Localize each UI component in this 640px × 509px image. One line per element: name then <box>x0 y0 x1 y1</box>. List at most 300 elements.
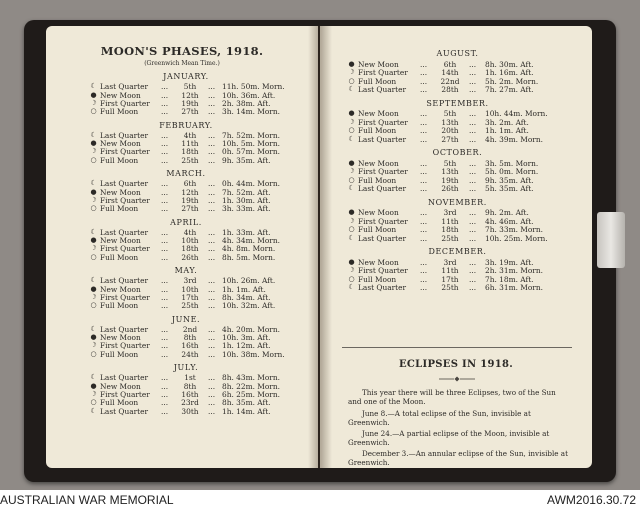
phase-time: 4h. 34m. Morn. <box>222 236 280 246</box>
leader-dots: ... <box>469 283 477 292</box>
phase-time: 10h. 26m. Aft. <box>222 276 276 286</box>
leader-dots: ... <box>420 158 428 168</box>
full-moon-icon: ○ <box>348 126 355 134</box>
phase-time: 10h. 44m. Morn. <box>485 109 548 118</box>
leader-dots: ... <box>161 381 169 391</box>
phase-day: 12th <box>181 90 199 100</box>
leader-dots: ... <box>161 333 169 343</box>
eclipse-december-3: December 3.—An annular eclipse of the Sun, invisible at Greenwich. <box>348 449 568 467</box>
full-moon-icon: ○ <box>90 301 97 310</box>
leader-dots: ... <box>469 167 477 176</box>
last-quarter-icon: ☾ <box>90 179 97 188</box>
phase-name: Last Quarter <box>358 283 407 292</box>
phase-name: New Moon <box>100 236 141 246</box>
month-heading: JUNE. <box>171 314 201 324</box>
new-moon-icon: ● <box>348 208 355 216</box>
phase-day: 23rd <box>181 398 199 408</box>
first-quarter-icon: ☽ <box>90 147 97 156</box>
phase-name: Full Moon <box>100 301 139 311</box>
month-heading: OCTOBER. <box>432 148 483 157</box>
leader-dots: ... <box>208 381 216 391</box>
last-quarter-icon: ☾ <box>90 373 97 382</box>
first-quarter-icon: ☽ <box>90 389 97 398</box>
phase-day: 8th <box>183 381 197 391</box>
full-moon-icon: ○ <box>90 204 97 213</box>
last-quarter-icon: ☾ <box>348 85 355 93</box>
phase-name: Full Moon <box>358 274 397 284</box>
first-quarter-icon: ☽ <box>348 216 355 225</box>
phase-day: 19th <box>181 195 199 205</box>
left-page <box>46 26 318 468</box>
leader-dots: ... <box>469 257 477 267</box>
leader-dots: ... <box>208 90 216 100</box>
leader-dots: ... <box>420 126 428 135</box>
phase-day: 17th <box>181 292 199 302</box>
new-moon-icon: ● <box>90 139 97 148</box>
new-moon-icon: ● <box>348 158 355 167</box>
first-quarter-icon: ☽ <box>90 341 97 350</box>
phase-time: 7h. 18m. Aft. <box>485 274 534 284</box>
leader-dots: ... <box>469 109 477 118</box>
phase-name: Full Moon <box>100 398 139 408</box>
last-quarter-icon: ☾ <box>90 227 97 236</box>
leader-dots: ... <box>161 130 169 140</box>
phase-time: 1h. 16m. Aft. <box>485 68 534 77</box>
month-heading: AUGUST. <box>436 49 479 58</box>
last-quarter-icon: ☾ <box>90 324 97 333</box>
full-moon-icon: ○ <box>348 175 355 184</box>
phase-time: 10h. 38m. Morn. <box>222 349 285 359</box>
phase-name: First Quarter <box>100 147 150 157</box>
leader-dots: ... <box>208 187 216 197</box>
leader-dots: ... <box>161 389 169 399</box>
phase-time: 7h. 52m. Aft. <box>222 187 271 197</box>
phase-time: 1h. 1m. Aft. <box>485 126 529 135</box>
phase-name: Last Quarter <box>100 406 149 416</box>
phase-time: 2h. 38m. Aft. <box>222 98 271 108</box>
month-heading: NOVEMBER. <box>428 197 487 207</box>
first-quarter-icon: ☽ <box>348 167 355 175</box>
phase-time: 1h. 14m. Aft. <box>222 406 271 416</box>
phase-time: 7h. 27m. Aft. <box>485 85 534 94</box>
leader-dots: ... <box>161 204 169 214</box>
phase-name: Full Moon <box>100 155 139 165</box>
phase-day: 6th <box>443 59 457 69</box>
phase-time: 10h. 25m. Morn. <box>485 233 548 243</box>
phase-time: 0h. 44m. Morn. <box>222 179 280 189</box>
phase-day: 13th <box>441 117 459 127</box>
leader-dots: ... <box>208 406 216 416</box>
phase-day: 10th <box>181 236 199 246</box>
last-quarter-icon: ☾ <box>348 184 355 192</box>
phase-name: First Quarter <box>358 266 408 275</box>
leader-dots: ... <box>420 283 428 292</box>
leader-dots: ... <box>161 406 169 416</box>
phase-time: 4h. 46m. Aft. <box>485 216 534 226</box>
leader-dots: ... <box>469 208 477 217</box>
leader-dots: ... <box>208 398 216 408</box>
phase-day: 13th <box>441 167 459 176</box>
phase-day: 4th <box>183 130 197 140</box>
leader-dots: ... <box>469 126 477 135</box>
phase-name: First Quarter <box>100 98 150 108</box>
phase-time: 9h. 35m. Aft. <box>222 155 271 165</box>
phase-time: 9h. 2m. Aft. <box>485 208 529 217</box>
phase-name: Last Quarter <box>100 324 149 334</box>
phase-day: 16th <box>181 389 199 399</box>
new-moon-icon: ● <box>90 381 97 390</box>
month-heading: SEPTEMBER. <box>426 98 489 108</box>
phase-day: 6th <box>183 179 197 189</box>
moon-phases-title: MOON'S PHASES, 1918. <box>100 44 264 58</box>
leader-dots: ... <box>161 292 169 302</box>
phase-day: 4th <box>183 227 197 237</box>
leader-dots: ... <box>161 244 169 254</box>
last-quarter-icon: ☾ <box>348 233 355 242</box>
full-moon-icon: ○ <box>90 349 97 358</box>
last-quarter-icon: ☾ <box>348 134 355 143</box>
leader-dots: ... <box>420 233 428 243</box>
full-moon-icon: ○ <box>90 155 97 164</box>
leader-dots: ... <box>161 349 169 359</box>
phase-time: 1h. 30m. Aft. <box>222 195 271 205</box>
leader-dots: ... <box>469 134 477 144</box>
phase-day: 18th <box>441 225 459 234</box>
phase-name: New Moon <box>100 187 141 197</box>
leader-dots: ... <box>161 90 169 100</box>
leader-dots: ... <box>420 216 428 226</box>
leader-dots: ... <box>161 195 169 205</box>
phase-name: New Moon <box>100 333 141 343</box>
phase-time: 3h. 33m. Aft. <box>222 204 271 214</box>
phase-day: 18th <box>181 147 199 157</box>
phase-time: 8h. 43m. Morn. <box>222 373 280 383</box>
full-moon-icon: ○ <box>348 225 355 233</box>
last-quarter-icon: ☾ <box>348 283 355 291</box>
phase-time: 10h. 32m. Aft. <box>222 301 276 311</box>
leader-dots: ... <box>208 373 216 383</box>
leader-dots: ... <box>161 147 169 157</box>
phase-name: Full Moon <box>358 175 397 185</box>
leader-dots: ... <box>420 134 428 144</box>
phase-day: 17th <box>441 274 459 284</box>
leader-dots: ... <box>208 98 216 108</box>
phase-time: 9h. 35m. Aft. <box>485 175 534 185</box>
phase-day: 18th <box>181 244 199 254</box>
phase-day: 24th <box>181 349 199 359</box>
phase-day: 5th <box>443 158 457 168</box>
phase-name: Last Quarter <box>358 85 407 94</box>
phase-name: Full Moon <box>358 126 397 135</box>
phase-time: 7h. 33m. Morn. <box>485 225 543 234</box>
full-moon-icon: ○ <box>90 398 97 407</box>
phase-day: 27th <box>181 107 199 117</box>
leader-dots: ... <box>208 341 216 351</box>
leader-dots: ... <box>469 59 477 69</box>
phase-time: 4h. 20m. Morn. <box>222 324 280 334</box>
phase-name: Last Quarter <box>100 82 149 92</box>
phase-name: Full Moon <box>100 349 139 359</box>
leader-dots: ... <box>161 341 169 351</box>
phase-name: New Moon <box>358 158 399 168</box>
new-moon-icon: ● <box>90 236 97 245</box>
phase-day: 11th <box>441 266 459 275</box>
phase-time: 8h. 22m. Morn. <box>222 381 280 391</box>
phase-time: 5h. 35m. Aft. <box>485 184 534 193</box>
first-quarter-icon: ☽ <box>348 68 355 76</box>
new-moon-icon: ● <box>90 187 97 196</box>
phase-name: First Quarter <box>100 389 150 399</box>
phase-day: 27th <box>181 204 199 214</box>
leader-dots: ... <box>469 233 477 243</box>
phase-time: 3h. 5m. Morn. <box>485 158 539 168</box>
phase-name: First Quarter <box>358 117 408 127</box>
leader-dots: ... <box>208 179 216 189</box>
phase-name: New Moon <box>358 109 399 118</box>
phase-name: First Quarter <box>100 195 150 205</box>
leader-dots: ... <box>469 274 477 284</box>
leader-dots: ... <box>208 147 216 157</box>
leader-dots: ... <box>208 236 216 246</box>
leader-dots: ... <box>161 82 169 92</box>
first-quarter-icon: ☽ <box>90 98 97 107</box>
leader-dots: ... <box>208 227 216 237</box>
leader-dots: ... <box>161 187 169 197</box>
phase-day: 3rd <box>443 257 457 267</box>
leader-dots: ... <box>161 236 169 246</box>
month-heading: MAY. <box>174 266 198 275</box>
phase-time: 2h. 31m. Morn. <box>485 266 543 275</box>
footer-credit: AUSTRALIAN WAR MEMORIAL <box>0 493 174 507</box>
phase-time: 6h. 31m. Morn. <box>485 283 543 292</box>
leader-dots: ... <box>420 117 428 127</box>
phase-name: New Moon <box>358 59 399 69</box>
phase-name: First Quarter <box>100 292 150 302</box>
phase-name: New Moon <box>100 139 141 149</box>
leader-dots: ... <box>208 301 216 311</box>
month-heading: MARCH. <box>166 169 206 178</box>
phase-time: 8h. 5m. Morn. <box>222 252 276 262</box>
eclipse-june-24: June 24.—A partial eclipse of the Moon, invisible at Greenwich. <box>348 429 550 447</box>
leader-dots: ... <box>469 158 477 168</box>
last-quarter-icon: ☾ <box>90 130 97 139</box>
new-moon-icon: ● <box>348 109 355 117</box>
leader-dots: ... <box>208 389 216 399</box>
phase-name: Last Quarter <box>358 134 407 144</box>
phase-day: 22nd <box>440 76 460 86</box>
leader-dots: ... <box>208 204 216 214</box>
leader-dots: ... <box>420 175 428 185</box>
first-quarter-icon: ☽ <box>90 195 97 204</box>
phase-name: Last Quarter <box>358 184 407 193</box>
phase-name: Last Quarter <box>100 276 149 286</box>
phase-day: 26th <box>441 184 459 193</box>
phase-name: Last Quarter <box>100 373 149 383</box>
phase-name: New Moon <box>100 284 141 294</box>
full-moon-icon: ○ <box>90 107 97 116</box>
leader-dots: ... <box>420 266 428 275</box>
leader-dots: ... <box>208 349 216 359</box>
new-moon-icon: ● <box>348 257 355 266</box>
moon-phases-subtitle: (Greenwich Mean Time.) <box>144 60 220 67</box>
full-moon-icon: ○ <box>90 252 97 261</box>
phase-time: 6h. 25m. Morn. <box>222 389 280 399</box>
leader-dots: ... <box>208 292 216 302</box>
phase-day: 25th <box>441 283 459 292</box>
phase-time: 7h. 52m. Morn. <box>222 130 280 140</box>
leader-dots: ... <box>469 266 477 275</box>
full-moon-icon: ○ <box>348 274 355 283</box>
phase-time: 3h. 19m. Aft. <box>485 257 534 267</box>
new-moon-icon: ● <box>90 284 97 293</box>
phase-day: 2nd <box>182 324 198 334</box>
phase-name: Full Moon <box>358 76 397 86</box>
phase-time: 1h. 12m. Aft. <box>222 341 271 351</box>
leader-dots: ... <box>420 76 428 86</box>
phase-day: 27th <box>441 134 459 144</box>
phase-name: Full Moon <box>100 252 139 262</box>
phase-day: 11th <box>181 139 199 149</box>
leader-dots: ... <box>420 208 428 217</box>
phase-day: 26th <box>181 252 199 262</box>
leader-dots: ... <box>420 184 428 193</box>
month-heading: APRIL. <box>170 217 202 227</box>
phase-name: New Moon <box>358 208 399 217</box>
leader-dots: ... <box>420 59 428 69</box>
phase-day: 10th <box>181 284 199 294</box>
full-moon-icon: ○ <box>348 76 355 85</box>
phase-day: 11th <box>441 216 459 226</box>
leader-dots: ... <box>161 398 169 408</box>
leader-dots: ... <box>420 68 428 77</box>
eclipses-title: ECLIPSES IN 1918. <box>398 359 514 370</box>
divider-rule <box>342 347 572 348</box>
phase-time: 4h. 8m. Morn. <box>222 244 276 254</box>
phase-name: First Quarter <box>100 341 150 351</box>
phase-name: New Moon <box>358 257 399 267</box>
leader-dots: ... <box>161 227 169 237</box>
leader-dots: ... <box>208 252 216 262</box>
leader-dots: ... <box>469 225 477 234</box>
phase-time: 8h. 34m. Aft. <box>222 292 271 302</box>
leader-dots: ... <box>161 301 169 311</box>
leader-dots: ... <box>208 82 216 92</box>
phase-time: 1h. 33m. Aft. <box>222 227 271 237</box>
leader-dots: ... <box>469 175 477 185</box>
phase-time: 1h. 1m. Aft. <box>222 284 266 294</box>
phase-day: 1st <box>184 373 196 383</box>
leader-dots: ... <box>420 109 428 118</box>
leader-dots: ... <box>208 244 216 254</box>
phase-day: 20th <box>441 126 459 135</box>
month-heading: JANUARY. <box>163 72 209 81</box>
first-quarter-icon: ☽ <box>348 266 355 274</box>
leader-dots: ... <box>161 276 169 286</box>
leader-dots: ... <box>161 98 169 108</box>
first-quarter-icon: ☽ <box>348 117 355 126</box>
leader-dots: ... <box>208 195 216 205</box>
leader-dots: ... <box>161 373 169 383</box>
phase-day: 16th <box>181 341 199 351</box>
month-heading: FEBRUARY. <box>159 120 213 130</box>
phase-name: Full Moon <box>100 107 139 117</box>
last-quarter-icon: ☾ <box>90 406 97 415</box>
month-heading: JULY. <box>173 363 199 372</box>
phase-day: 5th <box>183 82 197 92</box>
phase-name: Last Quarter <box>100 130 149 140</box>
phase-time: 8h. 30m. Aft. <box>485 59 534 69</box>
new-moon-icon: ● <box>90 333 97 342</box>
leader-dots: ... <box>469 68 477 77</box>
phase-name: Full Moon <box>358 225 397 234</box>
phase-day: 19th <box>181 98 199 108</box>
leader-dots: ... <box>208 139 216 149</box>
phase-day: 5th <box>443 109 457 118</box>
phase-time: 0h. 57m. Morn. <box>222 147 280 157</box>
leader-dots: ... <box>469 85 477 94</box>
phase-day: 8th <box>183 333 197 343</box>
phase-name: First Quarter <box>358 216 408 226</box>
last-quarter-icon: ☾ <box>90 276 97 285</box>
phase-day: 3rd <box>443 208 457 217</box>
phase-name: Last Quarter <box>100 227 149 237</box>
footer-accession-number: AWM2016.30.72 <box>547 493 636 507</box>
new-moon-icon: ● <box>348 59 355 68</box>
leader-dots: ... <box>161 107 169 117</box>
leader-dots: ... <box>420 167 428 176</box>
phase-day: 30th <box>181 406 199 416</box>
phase-day: 28th <box>441 85 459 94</box>
ornament-divider <box>439 376 475 382</box>
leader-dots: ... <box>469 216 477 226</box>
phase-time: 10h. 5m. Morn. <box>222 139 280 149</box>
phase-time: 3h. 14m. Morn. <box>222 107 280 117</box>
last-quarter-icon: ☾ <box>90 82 97 91</box>
phase-name: Full Moon <box>100 204 139 214</box>
phase-day: 12th <box>181 187 199 197</box>
leader-dots: ... <box>208 284 216 294</box>
eclipses-intro: This year there will be three Eclipses, two of the Sun and one of the Moon. <box>348 388 556 406</box>
leader-dots: ... <box>161 179 169 189</box>
phase-day: 25th <box>181 301 199 311</box>
phase-time: 5h. 2m. Morn. <box>485 76 539 86</box>
leader-dots: ... <box>161 139 169 149</box>
first-quarter-icon: ☽ <box>90 244 97 253</box>
phase-time: 3h. 2m. Aft. <box>485 117 529 127</box>
phase-name: Last Quarter <box>100 179 149 189</box>
book-gutter <box>308 26 332 468</box>
leader-dots: ... <box>208 107 216 117</box>
right-page <box>320 26 592 468</box>
phase-name: First Quarter <box>358 68 408 77</box>
phase-time: 11h. 50m. Morn. <box>222 82 285 92</box>
phase-day: 25th <box>181 155 199 165</box>
leader-dots: ... <box>420 274 428 284</box>
leader-dots: ... <box>161 324 169 334</box>
phase-name: First Quarter <box>100 244 150 254</box>
phase-name: New Moon <box>100 381 141 391</box>
first-quarter-icon: ☽ <box>90 292 97 301</box>
phase-day: 14th <box>441 68 459 77</box>
phase-time: 4h. 39m. Morn. <box>485 134 543 144</box>
new-moon-icon: ● <box>90 90 97 99</box>
leader-dots: ... <box>208 333 216 343</box>
eclipse-june-8: June 8.—A total eclipse of the Sun, invisible at Greenwich. <box>348 409 531 427</box>
leader-dots: ... <box>208 130 216 140</box>
leader-dots: ... <box>161 284 169 294</box>
phase-time: 10h. 36m. Aft. <box>222 90 276 100</box>
phase-name: First Quarter <box>358 167 408 176</box>
